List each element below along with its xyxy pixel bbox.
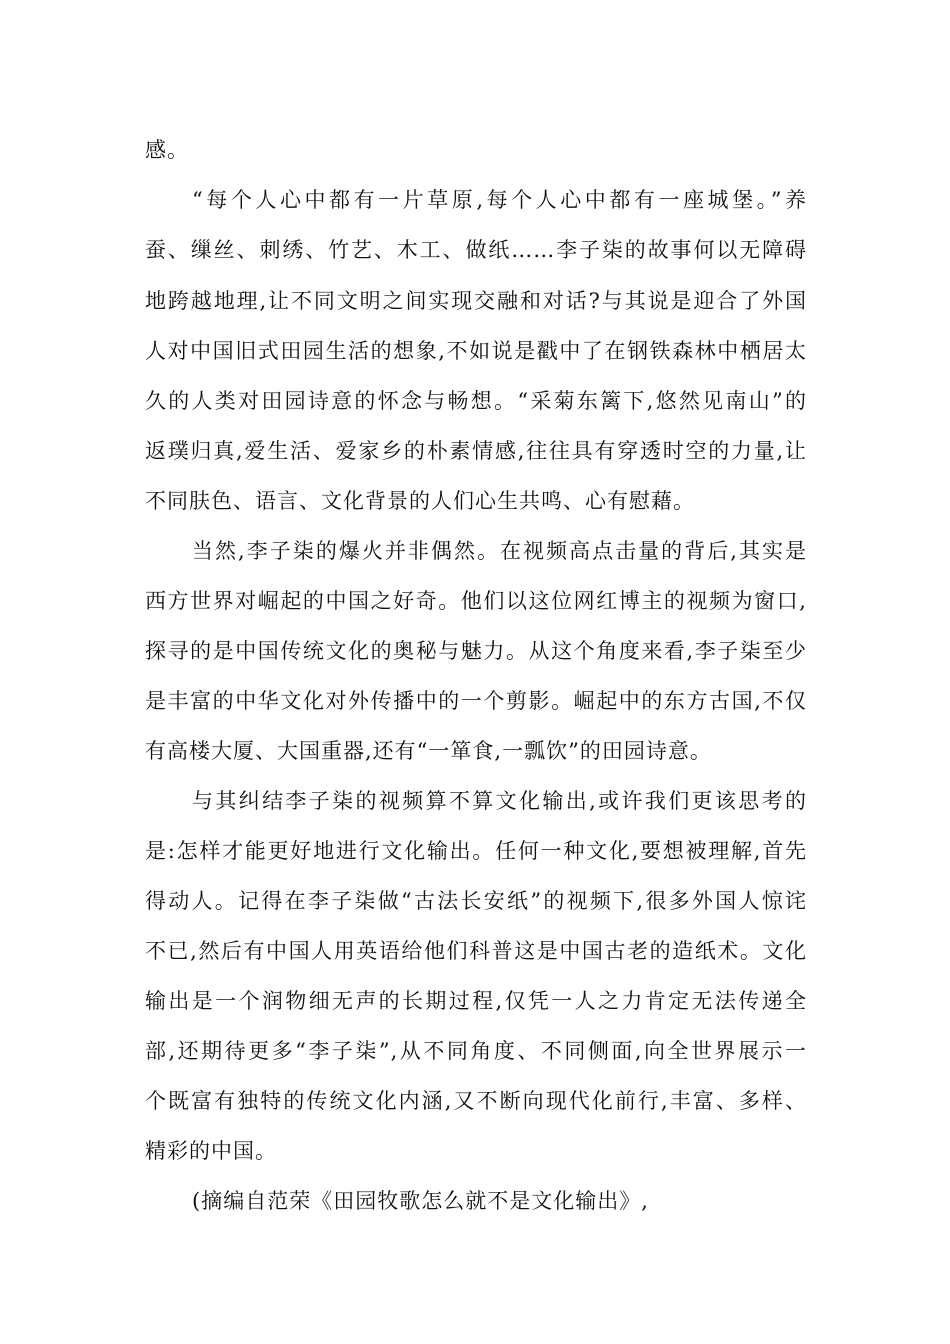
text-line: 蚕、缫丝、刺绣、竹艺、木工、做纸……李子柒的故事何以无障碍	[145, 238, 807, 262]
text-line: 地跨越地理,让不同文明之间实现交融和对话?与其说是迎合了外国	[145, 289, 807, 313]
text-line: 是丰富的中华文化对外传播中的一个剪影。崛起中的东方古国,不仅	[145, 689, 807, 713]
text-line: 有高楼大厦、大国重器,还有“一箪食,一瓢饮”的田园诗意。	[145, 739, 712, 763]
text-line: 输出是一个润物细无声的长期过程,仅凭一人之力肯定无法传递全	[145, 989, 807, 1013]
text-line: 探寻的是中国传统文化的奥秘与魅力。从这个角度来看,李子柒至少	[145, 639, 807, 663]
text-line: “每个人心中都有一片草原,每个人心中都有一座城堡。”养	[192, 188, 807, 212]
text-line: 西方世界对崛起的中国之好奇。他们以这位网红博主的视频为窗口,	[145, 589, 807, 613]
text-line: 不同肤色、语言、文化背景的人们心生共鸣、心有慰藉。	[145, 489, 695, 513]
text-line: 与其纠结李子柒的视频算不算文化输出,或许我们更该思考的	[192, 789, 807, 813]
text-line: 得动人。记得在李子柒做“古法长安纸”的视频下,很多外国人惊诧	[145, 889, 807, 913]
text-line: 当然,李子柒的爆火并非偶然。在视频高点击量的背后,其实是	[192, 539, 807, 563]
source-citation: (摘编自范荣《田园牧歌怎么就不是文化输出》,	[192, 1189, 649, 1213]
text-line: 久的人类对田园诗意的怀念与畅想。“采菊东篱下,悠然见南山”的	[145, 389, 807, 413]
text-line: 精彩的中国。	[145, 1139, 277, 1163]
text-line: 人对中国旧式田园生活的想象,不如说是戳中了在钢铁森林中栖居太	[145, 339, 807, 363]
text-line: 个既富有独特的传统文化内涵,又不断向现代化前行,丰富、多样、	[145, 1089, 807, 1113]
text-line: 感。	[145, 138, 189, 162]
text-line: 不已,然后有中国人用英语给他们科普这是中国古老的造纸术。文化	[145, 939, 807, 963]
text-line: 是:怎样才能更好地进行文化输出。任何一种文化,要想被理解,首先	[145, 839, 807, 863]
text-line: 返璞归真,爱生活、爱家乡的朴素情感,往往具有穿透时空的力量,让	[145, 439, 807, 463]
text-line: 部,还期待更多“李子柒”,从不同角度、不同侧面,向全世界展示一	[145, 1039, 807, 1063]
